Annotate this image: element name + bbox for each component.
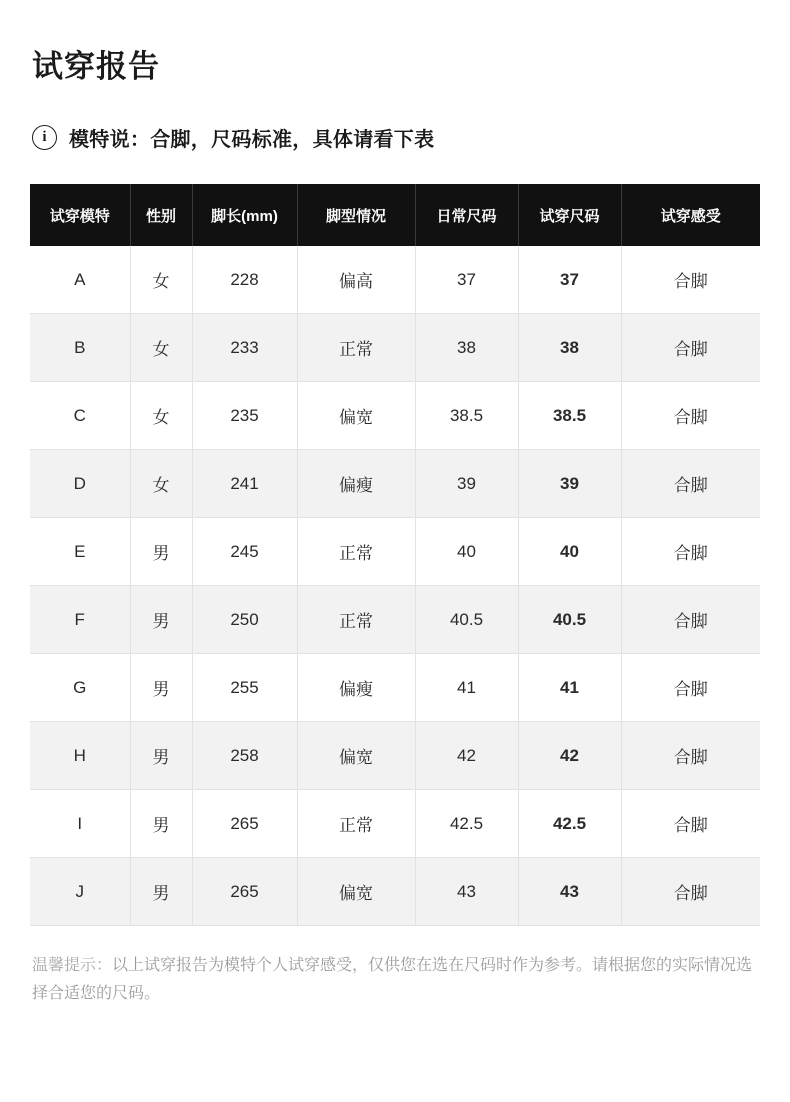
- cell-gender: 男: [130, 722, 192, 790]
- table-row: [30, 246, 760, 314]
- cell-foot-shape: 正常: [297, 518, 415, 586]
- cell-try-size: 40.5: [518, 586, 621, 654]
- table-row: [30, 518, 760, 586]
- cell-try-size: 39: [518, 450, 621, 518]
- cell-try-size: 38: [518, 314, 621, 382]
- cell-feeling: 合脚: [621, 722, 760, 790]
- cell-foot-shape: 偏宽: [297, 858, 415, 926]
- column-header-try-size: 试穿尺码: [518, 184, 621, 246]
- column-header-model: 试穿模特: [30, 184, 130, 246]
- cell-daily-size: 42.5: [415, 790, 518, 858]
- cell-foot-length: 250: [192, 586, 297, 654]
- cell-try-size: 42.5: [518, 790, 621, 858]
- cell-daily-size: 40: [415, 518, 518, 586]
- table-row: [30, 382, 760, 450]
- column-header-gender: 性别: [130, 184, 192, 246]
- cell-model: C: [30, 382, 130, 450]
- cell-feeling: 合脚: [621, 654, 760, 722]
- table-row: [30, 790, 760, 858]
- footnote-lead: 温馨提示：: [32, 957, 113, 975]
- cell-model: I: [30, 790, 130, 858]
- cell-foot-length: 241: [192, 450, 297, 518]
- cell-foot-length: 228: [192, 246, 297, 314]
- table-row: [30, 858, 760, 926]
- cell-daily-size: 43: [415, 858, 518, 926]
- column-header-daily-size: 日常尺码: [415, 184, 518, 246]
- info-circle-icon: i: [32, 125, 57, 150]
- table-row: [30, 314, 760, 382]
- cell-feeling: 合脚: [621, 790, 760, 858]
- cell-foot-shape: 偏宽: [297, 722, 415, 790]
- cell-daily-size: 38: [415, 314, 518, 382]
- cell-gender: 男: [130, 586, 192, 654]
- cell-try-size: 38.5: [518, 382, 621, 450]
- cell-foot-shape: 偏高: [297, 246, 415, 314]
- cell-feeling: 合脚: [621, 450, 760, 518]
- cell-daily-size: 37: [415, 246, 518, 314]
- footnote: [32, 952, 758, 1008]
- cell-feeling: 合脚: [621, 314, 760, 382]
- cell-feeling: 合脚: [621, 586, 760, 654]
- cell-feeling: 合脚: [621, 382, 760, 450]
- cell-gender: 女: [130, 314, 192, 382]
- cell-gender: 女: [130, 450, 192, 518]
- cell-gender: 男: [130, 518, 192, 586]
- cell-foot-shape: 正常: [297, 586, 415, 654]
- cell-gender: 男: [130, 858, 192, 926]
- cell-daily-size: 41: [415, 654, 518, 722]
- cell-model: B: [30, 314, 130, 382]
- cell-daily-size: 40.5: [415, 586, 518, 654]
- cell-gender: 男: [130, 654, 192, 722]
- cell-foot-shape: 偏宽: [297, 382, 415, 450]
- cell-foot-length: 245: [192, 518, 297, 586]
- cell-model: D: [30, 450, 130, 518]
- cell-foot-shape: 偏瘦: [297, 654, 415, 722]
- cell-foot-length: 255: [192, 654, 297, 722]
- cell-daily-size: 39: [415, 450, 518, 518]
- page-title: 试穿报告: [32, 49, 160, 84]
- cell-foot-shape: 正常: [297, 314, 415, 382]
- cell-model: G: [30, 654, 130, 722]
- cell-gender: 女: [130, 246, 192, 314]
- table-header-row: [30, 184, 760, 246]
- cell-foot-length: 235: [192, 382, 297, 450]
- model-comment-text: 模特说：合脚，尺码标准，具体请看下表: [69, 129, 435, 152]
- cell-foot-length: 265: [192, 858, 297, 926]
- cell-daily-size: 38.5: [415, 382, 518, 450]
- try-on-report-table: [30, 184, 760, 926]
- cell-try-size: 40: [518, 518, 621, 586]
- table-row: [30, 586, 760, 654]
- cell-gender: 女: [130, 382, 192, 450]
- cell-model: F: [30, 586, 130, 654]
- cell-feeling: 合脚: [621, 518, 760, 586]
- cell-model: J: [30, 858, 130, 926]
- cell-try-size: 43: [518, 858, 621, 926]
- cell-try-size: 42: [518, 722, 621, 790]
- column-header-feeling: 试穿感受: [621, 184, 760, 246]
- cell-daily-size: 42: [415, 722, 518, 790]
- cell-foot-length: 233: [192, 314, 297, 382]
- cell-foot-shape: 偏瘦: [297, 450, 415, 518]
- table-row: [30, 450, 760, 518]
- cell-model: A: [30, 246, 130, 314]
- cell-gender: 男: [130, 790, 192, 858]
- table-row: [30, 722, 760, 790]
- cell-foot-length: 258: [192, 722, 297, 790]
- column-header-foot-length: 脚长(mm): [192, 184, 297, 246]
- footnote-text: 以上试穿报告为模特个人试穿感受，仅供您在选在尺码时作为参考。请根据您的实际情况选择合适您的尺码。: [32, 957, 753, 1003]
- cell-model: H: [30, 722, 130, 790]
- cell-try-size: 37: [518, 246, 621, 314]
- cell-feeling: 合脚: [621, 246, 760, 314]
- column-header-foot-shape: 脚型情况: [297, 184, 415, 246]
- cell-model: E: [30, 518, 130, 586]
- model-comment-row: [32, 123, 760, 152]
- cell-feeling: 合脚: [621, 858, 760, 926]
- cell-foot-length: 265: [192, 790, 297, 858]
- cell-try-size: 41: [518, 654, 621, 722]
- cell-foot-shape: 正常: [297, 790, 415, 858]
- table-row: [30, 654, 760, 722]
